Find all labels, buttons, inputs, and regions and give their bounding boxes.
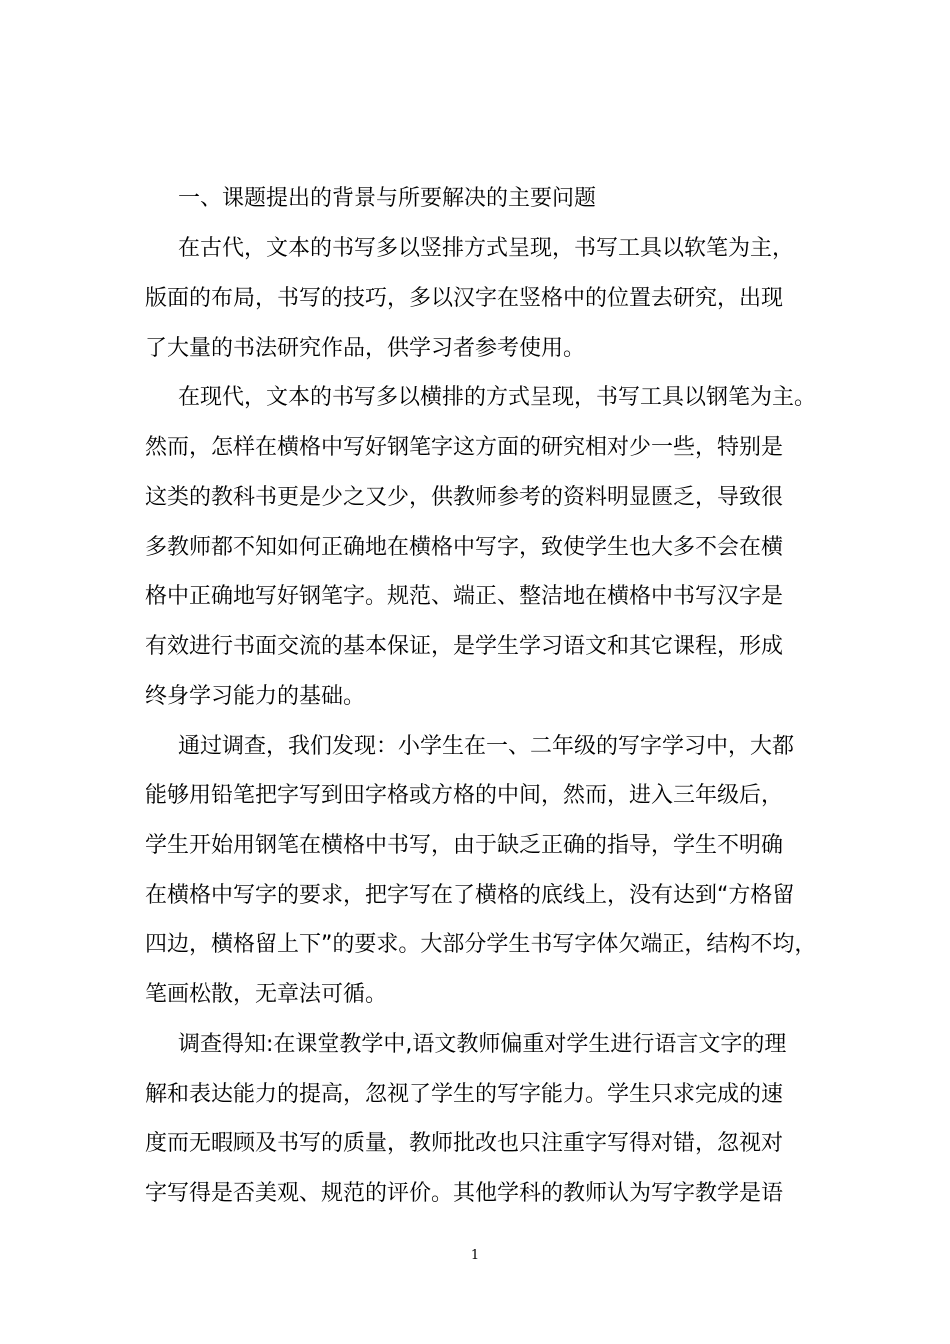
paragraph-line: 学生开始用钢笔在横格中书写，由于缺乏正确的指导，学生不明确 [145,833,784,858]
paragraph-line: 在古代，文本的书写多以竖排方式呈现，书写工具以软笔为主， [178,236,795,261]
paragraph-line: 版面的布局，书写的技巧，多以汉字在竖格中的位置去研究，出现 [145,286,784,311]
page-number: 1 [470,1248,480,1263]
paragraph-line: 了大量的书法研究作品，供学习者参考使用。 [145,336,586,361]
paragraph-line: 解和表达能力的提高，忽视了学生的写字能力。学生只求完成的速 [145,1082,784,1107]
paragraph-line: 在横格中写字的要求，把字写在了横格的底线上，没有达到“方格留 [145,883,795,908]
paragraph-line: 格中正确地写好钢笔字。规范、端正、整洁地在横格中书写汉字是 [145,584,784,609]
paragraph-line: 调查得知:在课堂教学中,语文教师偏重对学生进行语言文字的理 [178,1032,787,1057]
paragraph-line: 四边，横格留上下”的要求。大部分学生书写字体欠端正，结构不均， [145,932,817,957]
paragraph-line: 度而无暇顾及书写的质量，教师批改也只注重字写得对错，忽视对 [145,1131,784,1156]
paragraph-line: 能够用铅笔把字写到田字格或方格的中间，然而，进入三年级后， [145,783,784,808]
paragraph-line: 在现代，文本的书写多以横排的方式呈现，书写工具以钢笔为主。 [178,385,817,410]
paragraph-line: 字写得是否美观、规范的评价。其他学科的教师认为写字教学是语 [145,1181,784,1206]
paragraph-line: 多教师都不知如何正确地在横格中写字，致使学生也大多不会在横 [145,535,784,560]
paragraph-line: 通过调查，我们发现：小学生在一、二年级的写字学习中，大都 [178,734,795,759]
section-heading: 一、课题提出的背景与所要解决的主要问题 [178,186,597,211]
paragraph-line: 有效进行书面交流的基本保证，是学生学习语文和其它课程，形成 [145,634,784,659]
paragraph-line: 终身学习能力的基础。 [145,684,366,709]
paragraph-line: 笔画松散，无章法可循。 [145,982,388,1007]
paragraph-line: 然而，怎样在横格中写好钢笔字这方面的研究相对少一些，特别是 [145,435,784,460]
paragraph-line: 这类的教科书更是少之又少，供教师参考的资料明显匮乏，导致很 [145,485,784,510]
